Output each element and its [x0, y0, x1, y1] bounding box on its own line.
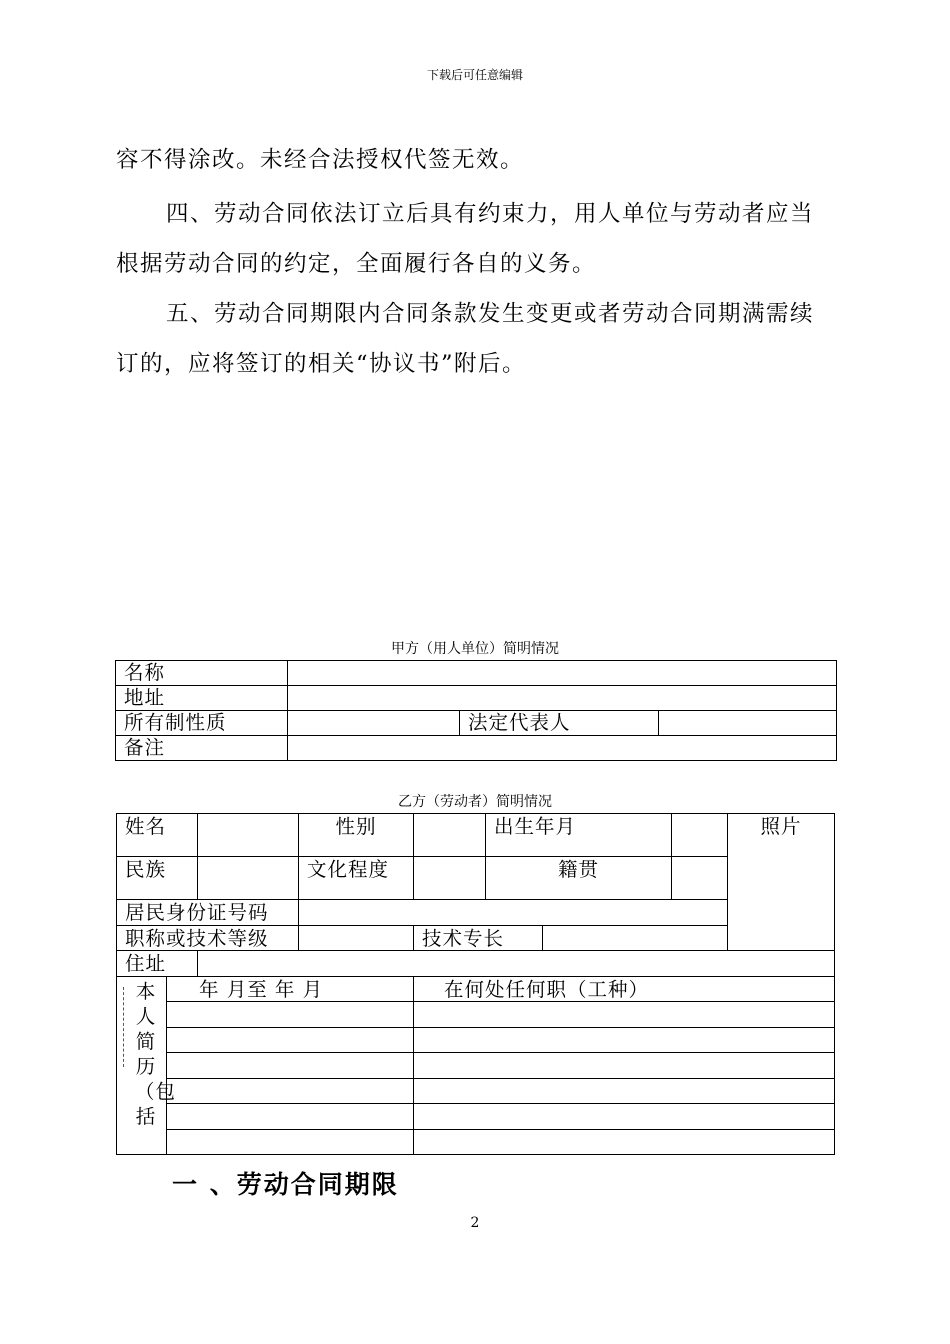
party-b-resume-label: 本人简历（包括	[135, 980, 177, 1128]
party-b-photo-box: 照片	[728, 814, 835, 951]
paragraph-clause-4: 四、劳动合同依法订立后具有约束力，用人单位与劳动者应当根据劳动合同的约定，全面履行各自的义务。	[116, 201, 815, 277]
resume-position-field[interactable]	[414, 1053, 835, 1079]
party-b-ethnicity-field[interactable]	[198, 857, 299, 900]
party-a-address-label: 地址	[116, 686, 288, 711]
resume-period-field[interactable]	[167, 1130, 414, 1155]
party-b-gender-field[interactable]	[414, 814, 486, 857]
party-b-ethnicity-label: 民族	[117, 857, 198, 900]
resume-cutoff-marks	[123, 987, 128, 1067]
party-b-resume-label-cell	[117, 977, 177, 1155]
party-b-education-label: 文化程度	[299, 857, 414, 900]
resume-period-field[interactable]	[167, 1079, 414, 1104]
party-b-origin-label: 籍贯	[486, 857, 672, 900]
party-a-ownership-field[interactable]	[288, 711, 460, 736]
party-b-name-label: 姓名	[117, 814, 198, 857]
party-b-birth-field[interactable]	[672, 814, 728, 857]
paragraph-clause-5: 五、劳动合同期限内合同条款发生变更或者劳动合同期满需续订的，应将签订的相关“协议书”附后。	[116, 301, 815, 377]
resume-period-field[interactable]	[167, 1104, 414, 1130]
resume-position-header: 在何处任何职（工种）	[414, 977, 835, 1002]
party-b-address-label: 住址	[117, 951, 198, 977]
party-a-remark-field[interactable]	[288, 736, 837, 761]
party-a-legal-rep-field[interactable]	[659, 711, 837, 736]
party-b-table	[116, 813, 835, 1155]
party-b-gender-label: 性别	[299, 814, 414, 857]
resume-period-field[interactable]	[167, 1002, 414, 1028]
party-b-education-field[interactable]	[414, 857, 486, 900]
party-b-skill-label: 技术专长	[414, 926, 543, 951]
party-a-caption: 甲方（用人单位）简明情况	[391, 641, 559, 657]
paragraph-continuation: 容不得涂改。未经合法授权代签无效。	[116, 147, 525, 173]
party-a-table	[115, 660, 837, 761]
party-b-origin-field[interactable]	[672, 857, 728, 900]
party-b-birth-label: 出生年月	[486, 814, 672, 857]
party-a-ownership-label: 所有制性质	[116, 711, 288, 736]
resume-position-field[interactable]	[414, 1002, 835, 1028]
party-b-name-field[interactable]	[198, 814, 299, 857]
resume-period-field[interactable]	[167, 1053, 414, 1079]
resume-position-field[interactable]	[414, 1028, 835, 1053]
page-header: 下载后可任意编辑	[426, 68, 523, 82]
party-a-legal-rep-label: 法定代表人	[460, 711, 659, 736]
party-b-caption: 乙方（劳动者）简明情况	[398, 794, 552, 810]
party-a-address-field[interactable]	[288, 686, 837, 711]
resume-position-field[interactable]	[414, 1079, 835, 1104]
party-b-title-label: 职称或技术等级	[117, 926, 299, 951]
resume-position-field[interactable]	[414, 1130, 835, 1155]
party-b-title-field[interactable]	[299, 926, 414, 951]
resume-position-field[interactable]	[414, 1104, 835, 1130]
party-b-id-label: 居民身份证号码	[117, 900, 299, 926]
page-number: 2	[470, 1215, 480, 1231]
party-a-name-field[interactable]	[288, 661, 837, 686]
party-b-skill-field[interactable]	[543, 926, 728, 951]
party-b-address-field[interactable]	[198, 951, 835, 977]
resume-period-header: 年 月至 年 月	[167, 977, 414, 1002]
party-a-remark-label: 备注	[116, 736, 288, 761]
party-a-name-label: 名称	[116, 661, 288, 686]
section-heading: 一 、劳动合同期限	[172, 1170, 399, 1199]
resume-period-field[interactable]	[167, 1028, 414, 1053]
party-b-id-field[interactable]	[299, 900, 728, 926]
